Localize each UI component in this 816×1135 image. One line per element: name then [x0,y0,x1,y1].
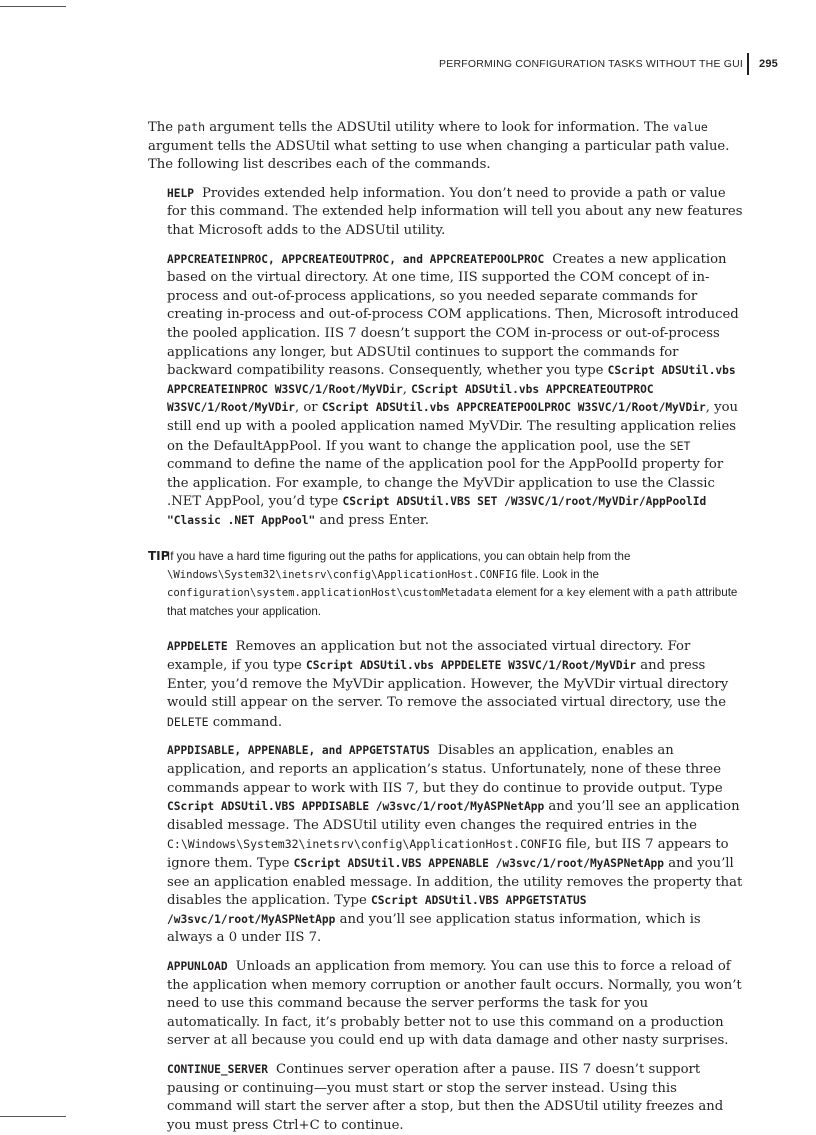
code-applicationhost-fullpath: C:\Windows\System32\inetsrv\config\ApplicationHost.CONFIG [167,837,562,852]
entry-appcreate: APPCREATEINPROC, APPCREATEOUTPROC, and APPCREATEPOOLPROC Creates a new application based on the virtual directory. At one time, IIS supported the COM concept of in-process and out-of-process applications, so you needed separate commands for creating in-process and out-of-process COM applications. Then, Microsoft introduced the pooled application. IIS 7 doesn’t support the COM in-process or out-of-process applications any longer, but ADSUtil continues to support the commands for backward compatibility reasons. Consequently, whether you type CScript ADSUtil.vbs APPCREATEINPROC W3SVC/1/Root/MyVDir, CScript ADSUtil.vbs APPCREATEOUTPROC W3SVC/1/Root/MyVDir, or CScript ADSUtil.vbs APPCREATEPOOLPROC W3SVC/1/Root/MyVDir, you still end up with a pooled application named MyVDir. The resulting application relies on the DefaultAppPool. If you want to change the application pool, use the SET command to define the name of the application pool for the AppPoolId property for the application. For example, to change the MyVDir application to use the Classic .NET AppPool, you’d type CScript ADSUtil.VBS SET /W3SVC/1/root/MyVDir/AppPoolId "Classic .NET AppPool" and press Enter. [167,251,739,528]
code-delete: DELETE [167,714,209,729]
crop-mark-bottom [0,1116,66,1117]
page-body [148,118,743,1135]
tip-label: TIP [148,549,170,564]
help-description: Provides extended help information. You don’t need to provide a path or value for this command. The extended help information will tell you about any new features that Microsoft adds to the ADSUtil utility. [167,185,743,238]
term-appunload: APPUNLOAD [167,959,228,973]
term-continue-server: CONTINUE_SERVER [167,1062,269,1076]
header-divider [747,53,749,75]
term-appcreate: APPCREATEINPROC, APPCREATEOUTPROC, and APPCREATEPOOLPROC [167,252,545,266]
code-custommetadata-path: configuration\system.applicationHost\customMetadata [167,587,493,600]
running-title: PERFORMING CONFIGURATION TASKS WITHOUT THE GUI [439,58,744,70]
entry-continue-server [167,1061,743,1135]
tip-box: TIP If you have a hard time figuring out the paths for applications, you can obtain help from the \Windows\System32\inetsrv\config\ApplicationHost.CONFIG file. Look in the configuration\system.applicationHost\customMetadata element for a key element with a path attribute that matches your application. [148,549,738,618]
command-appcreatepoolproc: CScript ADSUtil.vbs APPCREATEPOOLPROC W3SVC/1/Root/MyVDir [321,401,706,415]
continue-server-description: Continues server operation after a pause. IIS 7 doesn’t support pausing or continuing—you must start or stop the server instead. Using this command will start the server after a stop, but then the ADSUtil utility freezes and you must press Ctrl+C to continue. [167,1061,724,1133]
term-appdisable: APPDISABLE, APPENABLE, and APPGETSTATUS [167,744,430,758]
command-appdisable: CScript ADSUtil.VBS APPDISABLE /w3svc/1/root/MyASPNetApp [167,800,545,814]
entry-appunload [167,958,743,1051]
code-set: SET [669,438,691,453]
appunload-description: Unloads an application from memory. You can use this to force a reload of the application when memory corruption or another fault occurs. Normally, you won’t need to use this command because the server performs the task for you automatically. In fact, it’s probably better not to use this command on a production server at all because you could end up with data damage and other nasty surprises. [167,958,742,1049]
code-value: value [673,120,708,134]
command-appcreateoutproc: CScript ADSUtil.vbs APPCREATEOUTPROC W3SVC/1/Root/MyVDir [167,382,654,415]
command-appgetstatus: CScript ADSUtil.VBS APPGETSTATUS /w3svc/1/root/MyASPNetApp [167,894,587,926]
crop-mark-top [0,6,66,7]
code-applicationhost-path: \Windows\System32\inetsrv\config\ApplicationHost.CONFIG [167,568,518,581]
code-path-attr: path [666,587,693,600]
entry-appdelete: APPDELETE Removes an application but not the associated virtual directory. For example, if you type CScript ADSUtil.vbs APPDELETE W3SVC/1/Root/MyVDir and press Enter, you’d remove the MyVDir application. However, the MyVDir virtual directory would still appear on the server. To remove the associated virtual directory, use the DELETE command. [167,639,729,730]
code-key: key [566,587,586,600]
running-header [439,53,778,75]
page-number: 295 [759,58,778,70]
command-appdelete: CScript ADSUtil.vbs APPDELETE W3SVC/1/Root/MyVDir [306,659,637,673]
command-appcreateinproc: CScript ADSUtil.vbs APPCREATEINPROC W3SVC/1/Root/MyVDir [167,364,736,396]
code-path: path [177,120,205,134]
term-help: HELP [167,186,194,200]
command-appenable: CScript ADSUtil.VBS APPENABLE /w3svc/1/root/MyASPNetApp [293,857,665,870]
intro-paragraph: The path argument tells the ADSUtil utility where to look for information. The value argument tells the ADSUtil what setting to use when changing a particular path value. The following list describes each of the commands. [148,120,730,173]
entry-appdisable: APPDISABLE, APPENABLE, and APPGETSTATUS Disables an application, enables an application, and reports an application’s status. Unfortunately, none of these three commands appear to work with IIS 7, but they do continue to provide output. Type CScript ADSUtil.VBS APPDISABLE /w3svc/1/root/MyASPNetApp and you’ll see an application disabled message. The ADSUtil utility even changes the required entries in the C:\Windows\System32\inetsrv\config\ApplicationHost.CONFIG file, but IIS 7 appears to ignore them. Type CScript ADSUtil.VBS APPENABLE /w3svc/1/root/MyASPNetApp and you’ll see an application enabled message. In addition, the utility removes the property that disables the application. Type CScript ADSUtil.VBS APPGETSTATUS /w3svc/1/root/MyASPNetApp and you’ll see application status information, which is always a 0 under IIS 7. [167,743,743,946]
command-set-apppoolid: CScript ADSUtil.VBS SET /W3SVC/1/root/MyVDir/AppPoolId "Classic .NET AppPool" [167,495,707,527]
entry-help [167,185,743,241]
term-appdelete: APPDELETE [167,640,228,654]
